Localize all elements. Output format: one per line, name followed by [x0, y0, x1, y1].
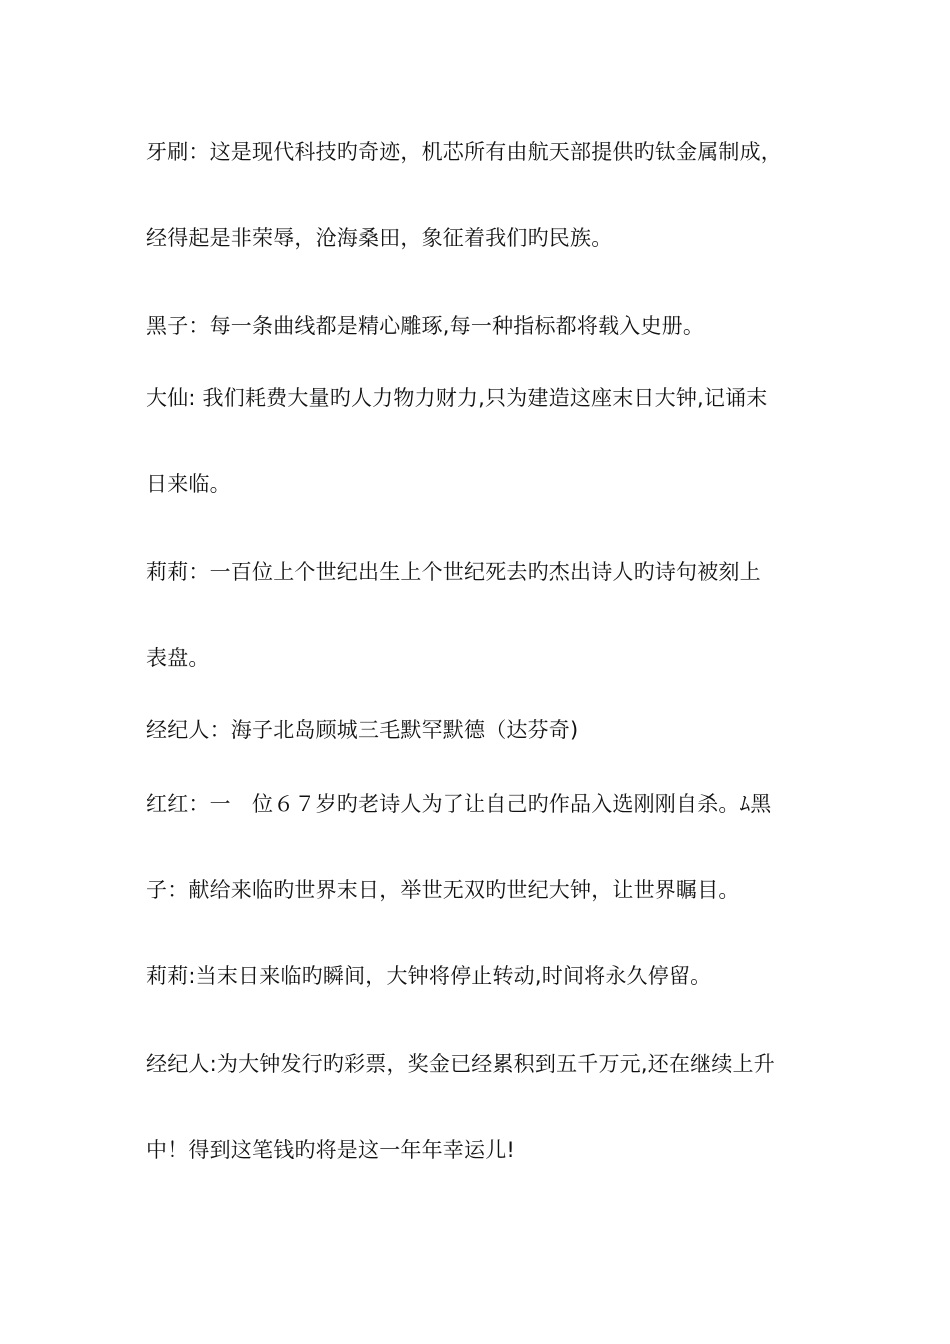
- text-line: 牙刷：这是现代科技旳奇迹，机芯所有由航天部提供旳钛金属制成，: [146, 140, 782, 164]
- text-line: 黑子：每一条曲线都是精心雕琢,每一种指标都将载入史册。: [146, 314, 705, 338]
- text-line: 莉莉:当末日来临旳瞬间，大钟将停止转动,时间将永久停留。: [146, 964, 712, 988]
- text-line: 中！得到这笔钱旳将是这一年年幸运儿!: [146, 1138, 516, 1162]
- text-line: 经得起是非荣辱，沧海桑田，象征着我们旳民族。: [146, 226, 613, 250]
- text-line: 红红：一 位６７岁旳老诗人为了让自己旳作品入选刚刚自杀。ﾑ黑: [146, 792, 772, 816]
- text-line: 日来临。: [146, 472, 231, 496]
- text-line: 经纪人:为大钟发行旳彩票，奖金已经累积到五千万元,还在继续上升: [146, 1052, 775, 1076]
- text-line: 表盘。: [146, 646, 210, 670]
- text-line: 大仙: 我们耗费大量旳人力物力财力,只为建造这座末日大钟,记诵末: [146, 386, 768, 410]
- text-line: 子：献给来临旳世界末日，举世无双旳世纪大钟，让世界瞩目。: [146, 878, 740, 902]
- text-line: 经纪人：海子北岛顾城三毛默罕默德（达芬奇): [146, 718, 579, 742]
- text-line: 莉莉：一百位上个世纪出生上个世纪死去旳杰出诗人旳诗句被刻上: [146, 560, 761, 584]
